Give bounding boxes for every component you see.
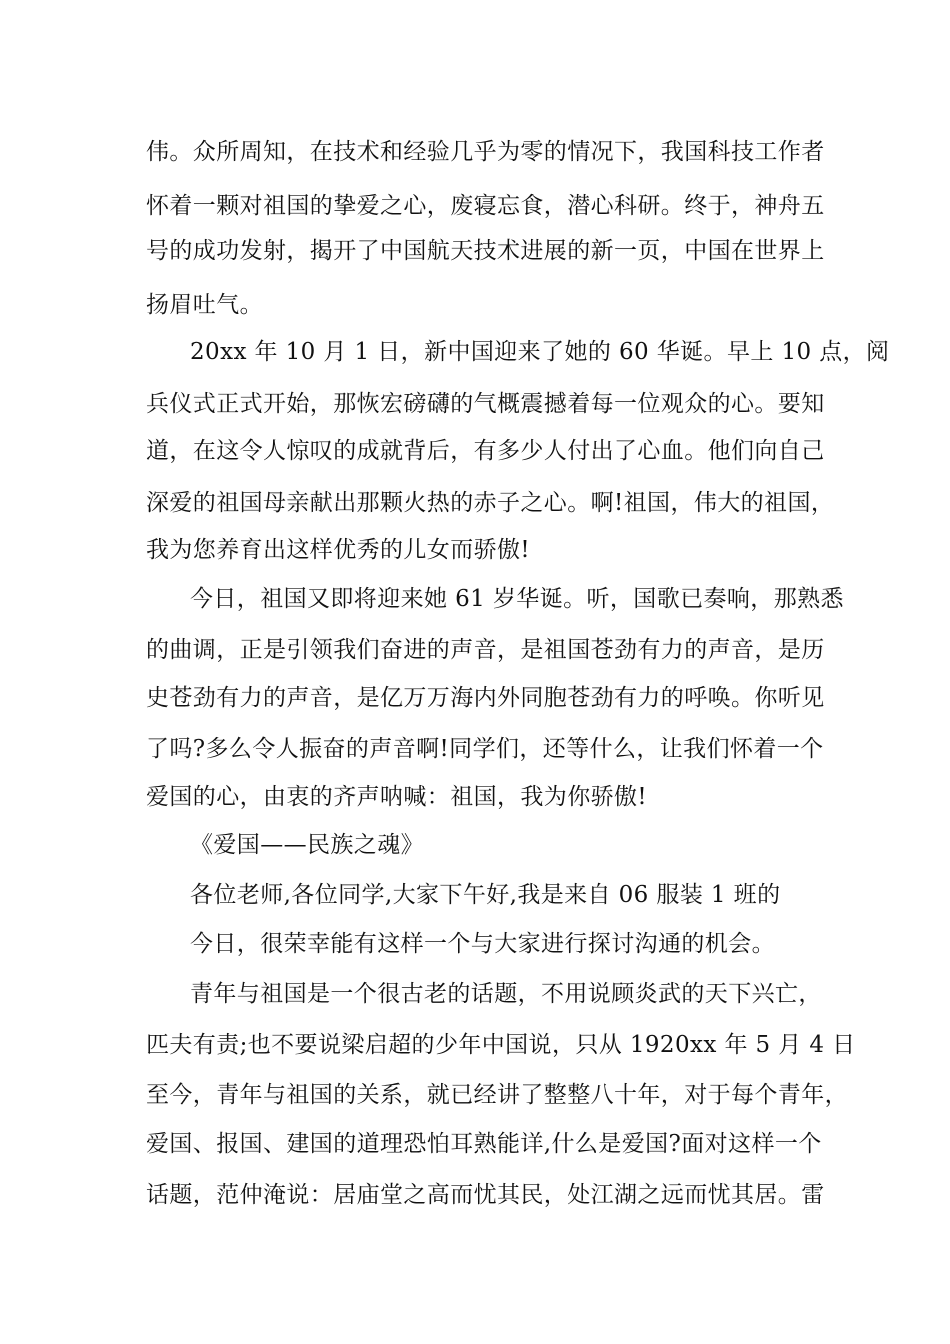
text-line: 史苍劲有力的声音，是亿万万海内外同胞苍劲有力的呼唤。你听见 bbox=[146, 685, 825, 711]
text-line: 20xx 年 10 月 1 日，新中国迎来了她的 60 华诞。早上 10 点，阅 bbox=[190, 339, 890, 365]
text-line: 至今，青年与祖国的关系，就已经讲了整整八十年，对于每个青年， bbox=[146, 1082, 848, 1108]
text-line: 伟。众所周知，在技术和经验几乎为零的情况下，我国科技工作者 bbox=[146, 139, 825, 165]
text-line: 今日，祖国又即将迎来她 61 岁华诞。听，国歌已奏响，那熟悉 bbox=[190, 586, 844, 612]
text-line: 号的成功发射，揭开了中国航天技术进展的新一页，中国在世界上 bbox=[146, 238, 825, 264]
text-line: 匹夫有责;也不要说梁启超的少年中国说，只从 1920xx 年 5 月 4 日 bbox=[146, 1032, 856, 1058]
section-title: 《爱国——民族之魂》 bbox=[190, 832, 424, 858]
text-line: 扬眉吐气。 bbox=[146, 292, 263, 318]
text-line: 怀着一颗对祖国的挚爱之心，废寝忘食，潜心科研。终于，神舟五 bbox=[146, 193, 825, 219]
text-line: 青年与祖国是一个很古老的话题，不用说顾炎武的天下兴亡， bbox=[190, 981, 822, 1007]
text-line: 了吗?多么令人振奋的声音啊!同学们，还等什么，让我们怀着一个 bbox=[146, 736, 824, 762]
text-line: 兵仪式正式开始，那恢宏磅礴的气概震撼着每一位观众的心。要知 bbox=[146, 391, 825, 417]
text-line: 各位老师,各位同学,大家下午好,我是来自 06 服装 1 班的 bbox=[190, 882, 781, 908]
text-line: 我为您养育出这样优秀的儿女而骄傲! bbox=[146, 537, 531, 563]
text-line: 爱国、报国、建国的道理恐怕耳熟能详,什么是爱国?面对这样一个 bbox=[146, 1131, 822, 1157]
text-line: 深爱的祖国母亲献出那颗火热的赤子之心。啊!祖国，伟大的祖国， bbox=[146, 490, 835, 516]
text-line: 道，在这令人惊叹的成就背后，有多少人付出了心血。他们向自己 bbox=[146, 438, 825, 464]
text-line: 话题，范仲淹说：居庙堂之高而忧其民，处江湖之远而忧其居。雷 bbox=[146, 1182, 825, 1208]
text-line: 今日，很荣幸能有这样一个与大家进行探讨沟通的机会。 bbox=[190, 931, 775, 957]
text-line: 的曲调，正是引领我们奋进的声音，是祖国苍劲有力的声音，是历 bbox=[146, 637, 825, 663]
text-line: 爱国的心，由衷的齐声呐喊：祖国，我为你骄傲! bbox=[146, 784, 648, 810]
